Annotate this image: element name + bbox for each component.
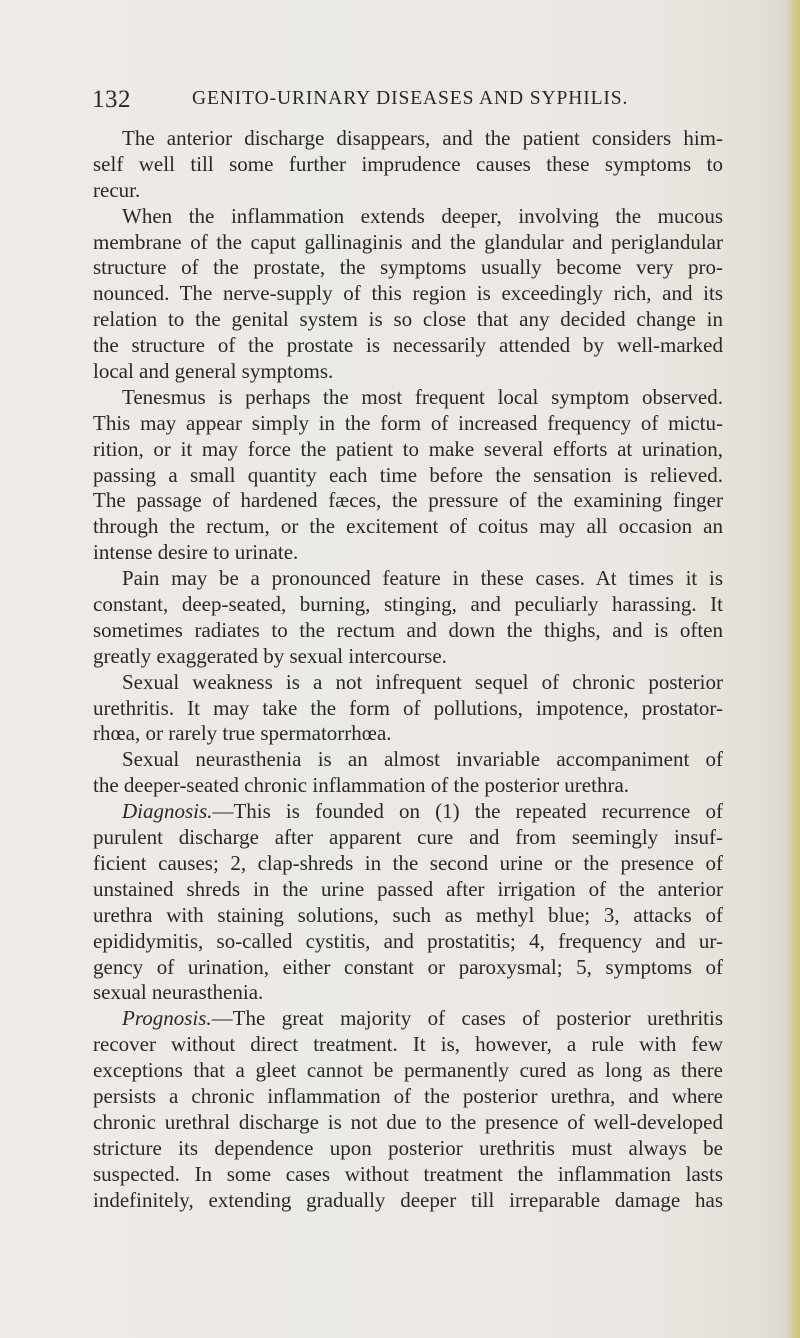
text-line (93, 799, 723, 825)
text-line (93, 670, 723, 696)
text-line (93, 385, 723, 411)
text-line-content: Pain may be a pronounced feature in these cases. At times it is (122, 566, 723, 591)
text-line (93, 1136, 723, 1162)
text-line-content: When the inflammation extends deeper, involving the mucous (122, 203, 723, 228)
text-line (93, 126, 723, 152)
text-line-content: recur. (93, 177, 141, 202)
text-line-content: structure of the prostate, the symptoms usually become very pro- (93, 255, 723, 280)
text-line (93, 437, 723, 463)
text-line (93, 825, 723, 851)
text-line-content: the deeper-seated chronic inflammation of the posterior urethra. (93, 773, 630, 798)
text-line (93, 488, 723, 514)
text-line (93, 929, 723, 955)
text-line-content: The passage of hardened fæces, the pressure of the examining finger (93, 488, 723, 513)
text-line (93, 1058, 723, 1084)
running-head: GENITO-URINARY DISEASES AND SYPHILIS. (192, 88, 629, 109)
text-line-content: exceptions that a gleet cannot be permanently cured as long as there (93, 1058, 723, 1083)
text-line (93, 359, 723, 385)
text-line-content: nounced. The nerve-supply of this region is exceedingly rich, and its (93, 281, 723, 306)
text-line-content: persists a chronic inflammation of the posterior urethra, and where (93, 1083, 723, 1108)
text-line-content: the structure of the prostate is necessarily attended by well-marked (93, 333, 723, 358)
text-line-content: Tenesmus is perhaps the most frequent local symptom observed. (122, 384, 723, 409)
text-line (93, 696, 723, 722)
text-line-content: urethra with staining solutions, such as methyl blue; 3, attacks of (93, 902, 723, 927)
text-line (93, 1032, 723, 1058)
text-line-content: passing a small quantity each time before the sensation is relieved. (93, 462, 723, 487)
text-line (93, 773, 723, 799)
page-edge-shadow (786, 0, 800, 1338)
text-line (93, 1084, 723, 1110)
section-heading-italic: Prognosis. (122, 1006, 212, 1031)
text-line-content: Sexual weakness is a not infrequent sequel of chronic posterior (122, 669, 723, 694)
text-line-content: —The great majority of cases of posterior urethritis (211, 1006, 723, 1031)
text-line-content: constant, deep-seated, burning, stinging, and peculiarly harassing. It (93, 592, 723, 617)
body-text (93, 126, 723, 1213)
text-line (93, 980, 723, 1006)
text-line-content: This may appear simply in the form of increased frequency of mictu- (93, 410, 723, 435)
text-line (93, 307, 723, 333)
section-heading-italic: Diagnosis. (122, 799, 213, 824)
text-line (93, 566, 723, 592)
page-header (92, 86, 732, 118)
text-line (93, 747, 723, 773)
text-line-content: relation to the genital system is so close that any decided change in (93, 307, 723, 332)
text-line-content: Sexual neurasthenia is an almost invariable accompaniment of (122, 747, 723, 772)
text-line (93, 1110, 723, 1136)
text-line-content: intense desire to urinate. (93, 540, 299, 565)
text-line-content: ficient causes; 2, clap-shreds in the second urine or the presence of (93, 850, 723, 875)
text-line-content: recover without direct treatment. It is, however, a rule with few (93, 1032, 723, 1057)
text-line-content: membrane of the caput gallinaginis and the glandular and periglandular (93, 229, 723, 254)
text-line-content: The anterior discharge disappears, and the patient considers him- (122, 126, 723, 150)
text-line-content: sexual neurasthenia. (93, 980, 264, 1005)
text-line (93, 514, 723, 540)
text-line-content: purulent discharge after apparent cure and from seemingly insuf- (93, 825, 723, 850)
text-line (93, 592, 723, 618)
text-line-content: through the rectum, or the excitement of coitus may all occasion an (93, 514, 723, 539)
text-line-content: indefinitely, extending gradually deeper till irreparable damage has (93, 1187, 723, 1212)
text-line (93, 178, 723, 204)
text-line (93, 1162, 723, 1188)
text-line (93, 540, 723, 566)
text-line (93, 618, 723, 644)
text-line (93, 903, 723, 929)
text-line (93, 204, 723, 230)
text-line-content: —This is founded on (1) the repeated recurrence of (212, 799, 723, 824)
text-line (93, 463, 723, 489)
text-line-content: epididymitis, so-called cystitis, and prostatitis; 4, frequency and ur- (93, 928, 723, 953)
text-line-content: greatly exaggerated by sexual intercourse. (93, 643, 447, 668)
text-line-content: local and general symptoms. (93, 359, 334, 384)
text-line (93, 851, 723, 877)
text-line (93, 644, 723, 670)
text-line (93, 877, 723, 903)
text-line-content: unstained shreds in the urine passed after irrigation of the anterior (93, 876, 723, 901)
text-line-content: urethritis. It may take the form of pollutions, impotence, prostator- (93, 695, 723, 720)
text-line (93, 333, 723, 359)
text-line-content: suspected. In some cases without treatment the inflammation lasts (93, 1161, 723, 1186)
text-line-content: rhœa, or rarely true spermatorrhœa. (93, 721, 392, 746)
text-line-content: stricture its dependence upon posterior urethritis must always be (93, 1135, 723, 1160)
text-line (93, 230, 723, 256)
text-line-content: sometimes radiates to the rectum and down the thighs, and is often (93, 617, 723, 642)
text-line (93, 721, 723, 747)
text-line-content: rition, or it may force the patient to make several efforts at urination, (93, 436, 723, 461)
text-line (93, 281, 723, 307)
text-line (93, 1188, 723, 1214)
page-number: 132 (92, 86, 131, 113)
text-line (93, 255, 723, 281)
text-line-content: self well till some further imprudence causes these symptoms to (93, 151, 723, 176)
text-line-content: chronic urethral discharge is not due to the presence of well-developed (93, 1109, 723, 1134)
text-line (93, 411, 723, 437)
text-line-content: gency of urination, either constant or paroxysmal; 5, symptoms of (93, 954, 723, 979)
text-line (93, 1006, 723, 1032)
text-line (93, 955, 723, 981)
text-line (93, 152, 723, 178)
